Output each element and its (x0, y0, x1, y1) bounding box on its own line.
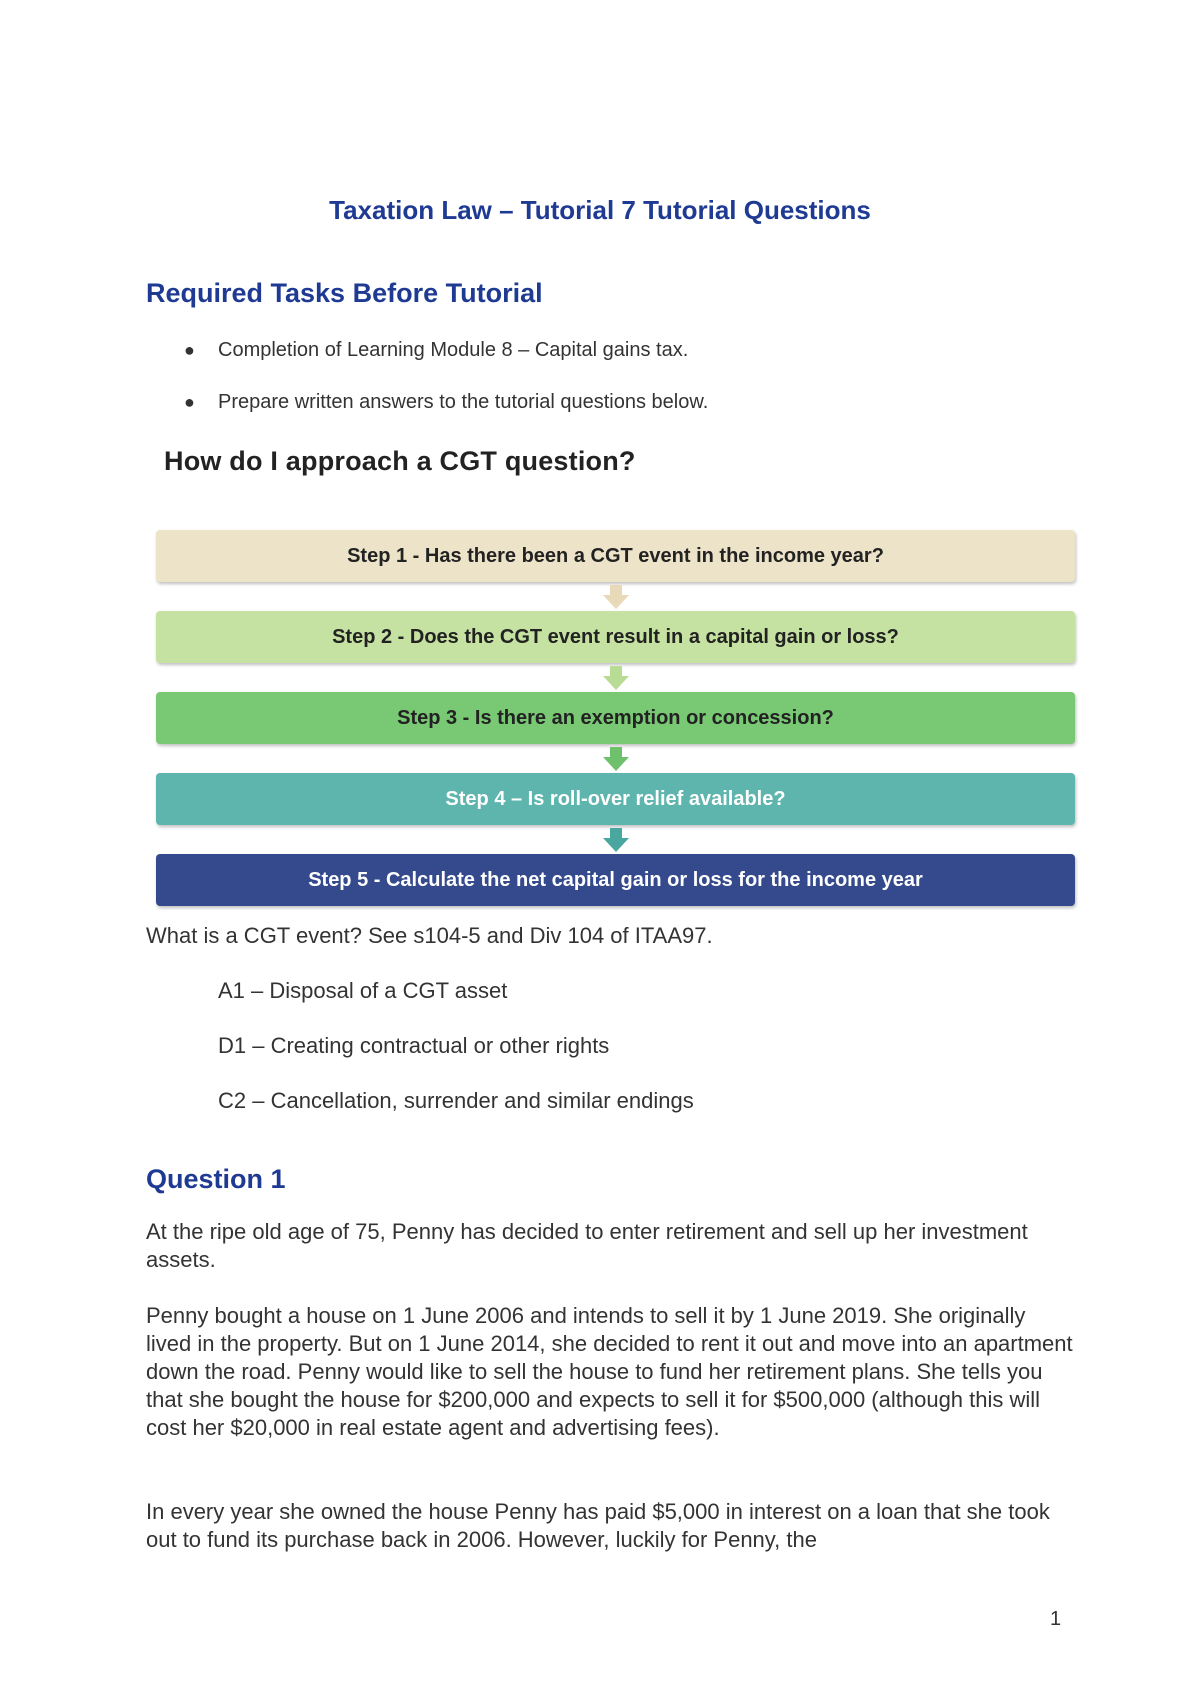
step-3-box: Step 3 - Is there an exemption or concession? (156, 692, 1075, 744)
bullet-icon: ● (184, 392, 195, 412)
list-item-text: Completion of Learning Module 8 – Capital gains tax. (218, 339, 689, 361)
list-item (146, 336, 708, 388)
list-item (146, 388, 708, 440)
question-1-paragraph: Penny bought a house on 1 June 2006 and intends to sell it by 1 June 2019. She originally lived in the property. But on 1 June 2014, she decided to rent it out and move into an apartment down the road. Penny would like to sell the house to fund her retirement plans. She tells you that she bought the house for $200,000 and expects to sell it for $500,000 (although this will cost her $20,000 in real estate agent and advertising fees). (146, 1303, 1073, 1440)
question-1-heading: Question 1 (146, 1164, 286, 1194)
step-5-box: Step 5 - Calculate the net capital gain or loss for the income year (156, 854, 1075, 906)
bullet-icon: ● (184, 340, 195, 360)
page-number: 1 (1050, 1608, 1062, 1630)
down-arrow-icon (603, 666, 629, 690)
question-1-paragraph: At the ripe old age of 75, Penny has decided to enter retirement and sell up her investment assets. (146, 1219, 1028, 1272)
question-1-paragraph: In every year she owned the house Penny has paid $5,000 in interest on a loan that she took out to fund its purchase back in 2006. However, luckily for Penny, the (146, 1499, 1050, 1552)
down-arrow-icon (603, 747, 629, 771)
step-1-box: Step 1 - Has there been a CGT event in the income year? (156, 530, 1075, 582)
cgt-event-item: A1 – Disposal of a CGT asset (218, 978, 508, 1003)
step-2-box: Step 2 - Does the CGT event result in a capital gain or loss? (156, 611, 1075, 663)
required-tasks-list (146, 336, 708, 440)
down-arrow-icon (603, 828, 629, 852)
document-title: Taxation Law – Tutorial 7 Tutorial Questions (329, 195, 871, 225)
down-arrow-icon (603, 585, 629, 609)
cgt-event-item: C2 – Cancellation, surrender and similar endings (218, 1088, 694, 1113)
cgt-event-item: D1 – Creating contractual or other rights (218, 1033, 610, 1058)
step-4-box: Step 4 – Is roll-over relief available? (156, 773, 1075, 825)
cgt-event-intro: What is a CGT event? See s104-5 and Div 104 of ITAA97. (146, 923, 713, 948)
required-tasks-heading: Required Tasks Before Tutorial (146, 278, 543, 308)
cgt-approach-heading: How do I approach a CGT question? (164, 446, 636, 476)
list-item-text: Prepare written answers to the tutorial questions below. (218, 391, 709, 413)
